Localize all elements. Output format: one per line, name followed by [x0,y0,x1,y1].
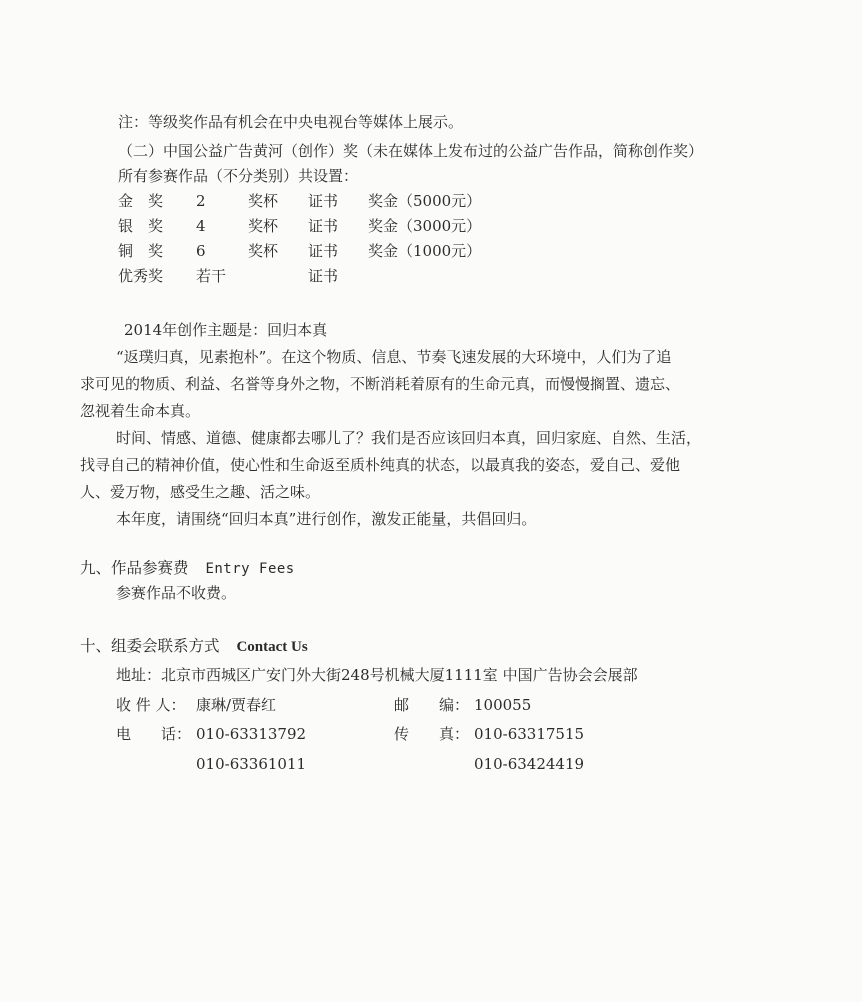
section9-title-cn: 九、作品参赛费 [80,559,189,577]
theme-title: 2014年创作主题是：回归本真 [124,321,328,339]
award-cert: 证书 [308,192,339,210]
section10-title-cn: 十、组委会联系方式 [80,637,220,655]
phone-label: 电 话： [116,725,192,743]
award-count: 若干 [196,267,227,285]
award-cert: 证书 [308,267,339,285]
theme-paragraph-line: 人、爱万物，感受生之趣、活之味。 [80,483,321,501]
award-cup: 奖杯 [248,192,279,210]
award-cup: 奖杯 [248,217,279,235]
award-count: 6 [196,242,206,260]
award-prize: 奖金（5000元） [368,192,482,210]
award-name: 银 奖 [118,217,164,235]
award-name: 金 奖 [118,192,164,210]
phone-value-2: 010-63361011 [196,755,307,773]
note-line: 注：等级奖作品有机会在中央电视台等媒体上展示。 [118,113,464,131]
award-count: 2 [196,192,206,210]
section9-heading [80,558,295,579]
theme-paragraph-line: “返璞归真，见素抱朴”。在这个物质、信息、节奏飞速发展的大环境中，人们为了追 [116,348,672,366]
award-count: 4 [196,217,206,235]
theme-paragraph-line: 求可见的物质、利益、名誉等身外之物，不断消耗着原有的生命元真，而慢慢搁置、遗忘、 [80,375,681,393]
fax-label: 传 真： [394,725,470,743]
theme-paragraph-line: 时间、情感、道德、健康都去哪儿了？我们是否应该回归本真，回归家庭、自然、生活， [116,429,702,447]
award-prize: 奖金（1000元） [368,242,482,260]
theme-paragraph-line: 忽视着生命本真。 [80,402,201,420]
section10-title-en: Contact Us [236,639,308,655]
recipient-label: 收 件 人： [116,696,186,714]
award-cup: 奖杯 [248,242,279,260]
theme-paragraph-line: 找寻自己的精神价值，使心性和生命返至质朴纯真的状态，以最真我的姿态，爱自己、爱他 [80,456,681,474]
postcode-value: 100055 [474,696,532,714]
section2-title: （二）中国公益广告黄河（创作）奖（未在媒体上发布过的公益广告作品，简称创作奖） [118,142,704,160]
award-name: 优秀奖 [118,267,164,285]
phone-value-1: 010-63313792 [196,725,307,743]
section9-title-en: Entry Fees [205,561,295,577]
award-cert: 证书 [308,242,339,260]
fax-value-2: 010-63424419 [474,755,585,773]
section9-body: 参赛作品不收费。 [116,584,237,602]
section2-intro: 所有参赛作品（不分类别）共设置： [118,167,359,185]
section10-heading [80,636,308,657]
award-prize: 奖金（3000元） [368,217,482,235]
recipient-value: 康琳/贾春红 [196,696,277,714]
postcode-label: 邮 编： [394,696,470,714]
award-name: 铜 奖 [118,242,164,260]
award-cert: 证书 [308,217,339,235]
contact-address: 地址：北京市西城区广安门外大街248号机械大厦1111室 中国广告协会会展部 [116,666,638,684]
fax-value-1: 010-63317515 [474,725,585,743]
theme-paragraph-line: 本年度，请围绕“回归本真”进行创作，激发正能量，共倡回归。 [116,510,537,528]
